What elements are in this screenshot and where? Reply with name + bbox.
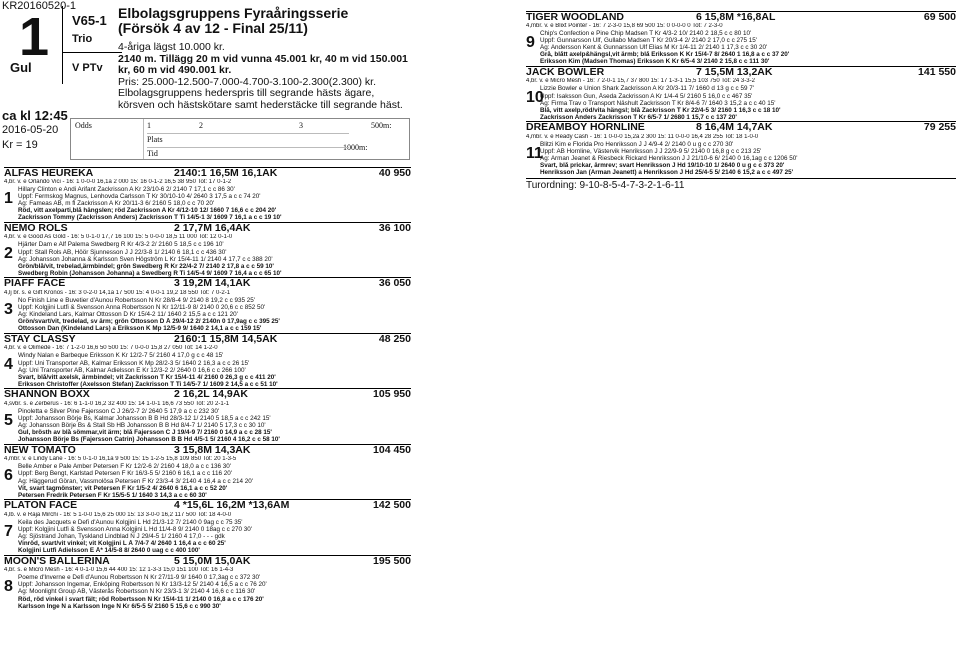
start-line: Karlsson Inge N a Karlsson Inge N Kr 6/5-5 5/ 2160 5 15,6 c c 990 30' (18, 602, 221, 610)
kr-value: Kr = 19 (2, 139, 38, 151)
horse-entry (4, 277, 411, 332)
horse-name: DREAMBOY HORNLINE (526, 121, 645, 134)
col-2: 2 (199, 121, 203, 130)
start-line: Keila des Jacquets e Defi d'Aunou Kolgjini L Hd 21/3-12 7/ 2140 0 9ag c c 75 35' (18, 518, 243, 526)
vptv-label: V PTv (72, 62, 103, 74)
start-line: Uppf: AB Hornline, Västervik Henriksson J J 22/9-9 5/ 2140 0 16,8 g c c 213 25' (540, 148, 762, 156)
start-line: Uppf: Kolgjini Lutfi & Svensson Anna Kolgjini L Hd 11/4-8 9/ 2140 0 18ag c c 270 30' (18, 525, 252, 533)
race-time-block (2, 108, 68, 153)
horse-record: 2 16,2L 14,9AK (174, 388, 248, 401)
horse-prize: 40 950 (378, 166, 411, 179)
horse-entry (4, 388, 411, 443)
start-line: Äg: Häggerud Göran, Vassmolösa Petersen F Kr 23/3-4 3/ 2140 4 16,4 a c c 214 20' (18, 477, 253, 485)
start-line: Kolgjini Lutfi Adielsson E Å* 14/5-8 8/ 2640 0 uag c c 400 100' (18, 547, 200, 555)
horse-stats: 4,mbr. v. e Blixt Pointer - 16: 7 2-3-0 15,8 69 500 15: 0 0-0-0 0 Tot: 7 2-3-0 (526, 23, 723, 29)
horse-starts (4, 297, 411, 332)
horse-record: 6 15,8M *16,8AL (696, 10, 776, 23)
horse-record: 2 17,7M 16,4AK (174, 221, 251, 234)
start-line: Vinröd, svart/vit vinkel; vit Kolgjini L Å 7/4-7 4/ 2640 1 16,4 a c c 60 25' (18, 540, 226, 548)
start-position: 9 (526, 34, 535, 51)
horse-header (4, 444, 411, 457)
start-line: Grön/svart/vit, tredelad, sv ärm; grön Ottosson D Å 29/4-12 2/ 2140n 0 17,9ag c c 395 25' (18, 318, 280, 326)
start-line: Eriksson Christoffer (Axelsson Stefan) Zackrisson T Ti 14/5-7 1/ 1609 2 14,5 a c c 51 10' (18, 380, 278, 388)
start-line: Svart, blå/vitt axelsk, ärmbindel; vit Zackrisson T Kr 15/4-11 4/ 2160 0 26,3 g c c 411 20' (18, 373, 276, 381)
race-date: 2016-05-20 (2, 124, 59, 136)
horse-header (4, 167, 411, 180)
horse-header (4, 277, 411, 290)
start-line: Eriksson Kim (Madsen Thomas) Eriksson K Kr 6/5-4 3/ 2140 2 15,8 c c 111 30' (540, 58, 770, 66)
horse-prize: 195 500 (373, 554, 411, 567)
race-info (118, 42, 408, 111)
start-line: Röd, röd vinkel i svart fält; röd Robertsson N Kr 15/4-11 1/ 2140 0 16,8 a c c 176 20' (18, 595, 264, 603)
horse-header (526, 66, 956, 79)
horse-stats: 4,br. s. e Micro Mesh - 16: 4 0-1-0 15,6 44 400 15: 12 1-3-3 15,0 151 100 Tot: 16 1-4-3 (4, 567, 234, 574)
horse-entry (4, 444, 411, 499)
start-line: Gul, brösth av blå sömmar,vit ärm; blå Fajersson C J 19/4-9 7/ 2160 0 14,9 a c c 28 15' (18, 429, 272, 437)
race-info-line: 4-åriga lägst 10.000 kr. (118, 41, 225, 53)
horse-stats: 4,lb. v. e Raja Mirchi - 16: 5 1-0-0 15,6 25 000 15: 13 3-0-0 16,2 117 500 Tot: 18 4-0-0 (4, 511, 232, 518)
start-line: Windy Nalan e Barbeque Eriksson K Kr 12/2-7 5/ 2160 4 17,0 g c c 48 15' (18, 352, 224, 360)
start-line: Petersen Fredrik Petersen F Kr 15/5-5 1/ 1640 3 14,3 a c c 60 30' (18, 491, 207, 499)
horse-starts (4, 241, 411, 276)
start-line: Svart, blå prickar, ärmrev; svart Henriksson J Hd 19/10-10 1/ 2640 0 u g c c 373 20' (540, 162, 785, 170)
start-line: Uppf: Isaksson Gun, Åseda Zackrisson A Kr 1/4-4 5/ 2160 5 16,0 c c 467 35' (540, 92, 753, 100)
start-line: Äg: Andersson Kent & Gunnarsson Ulf Elias M Kr 1/4-11 2/ 2140 1 17,3 c c 30 20' (540, 44, 768, 52)
horse-prize: 48 250 (378, 332, 411, 345)
col-1: 1 (147, 121, 151, 130)
col-3: 3 (299, 121, 303, 130)
horse-stats: 4,mbr. v. e Ready Cash - 16: 1 0-0-0 15,2a 2 300 15: 11 0-0-0 16,4 28 255 Tot: 18 1-0-0 (526, 133, 759, 140)
horse-stats: 4,lj br. s. e Gift Kronos - 16: 3 0-2-0 14,1a 17 500 15: 4 0-0-1 19,2 18 550 Tot: 7 0-2-1 (4, 289, 231, 296)
horse-prize: 36 050 (378, 277, 411, 290)
tid-label: Tid (147, 149, 158, 158)
horse-header (526, 121, 956, 134)
start-line: No Finish Line e Buvetier d'Aunou Robertsson N Kr 28/8-4 9/ 2140 8 19,2 c c 935 25' (18, 296, 255, 304)
race-info-line: 2140 m. Tillägg 20 m vid vunna 45.001 kr, 40 m vid 150.001 kr, 60 m vid 490.001 kr. (118, 52, 408, 76)
horse-entry (526, 11, 956, 66)
horse-header (4, 333, 411, 346)
start-line: Uppf: Johansson Ingemar, Enköping Robertsson N Kr 13/3-12 5/ 2140 4 16,5 a c c 76 20' (18, 581, 267, 589)
horse-name: SHANNON BOXX (4, 388, 90, 401)
start-line: Henriksson Jan (Arman Jeanett) a Henriksson J Hd 25/4-5 5/ 2140 6 15,2 a c c 497 25' (540, 169, 794, 177)
trio-label: Trio (72, 33, 93, 45)
start-line: Uppf: Gunnarsson Ulf, Gullabo Madsen T Kr 20/3-4 2/ 2140 2 17,0 c c 275 15' (540, 37, 757, 45)
horse-name: TIGER WOODLAND (526, 10, 624, 23)
horse-prize: 69 500 (923, 10, 956, 23)
horse-starts (4, 408, 411, 443)
horse-name: STAY CLASSY (4, 332, 76, 345)
horse-header (526, 11, 956, 24)
start-position: 10 (526, 89, 544, 107)
start-line: Äg: Moonlight Group AB, Västerås Robertsson N Kr 23/3-1 3/ 2140 4 16,6 c c 116 30' (18, 588, 256, 596)
start-position: 6 (4, 467, 13, 485)
horse-header (4, 555, 411, 568)
horse-name: PLATON FACE (4, 499, 78, 512)
horse-record: 3 19,2M 14,1AK (174, 277, 251, 290)
turordning: Turordning: 9-10-8-5-4-7-3-2-1-6-11 (526, 178, 956, 191)
horse-starts (526, 30, 956, 65)
start-position: 3 (4, 300, 13, 318)
start-line: Chip's Confection e Pine Chip Madsen T Kr 4/3-2 10/ 2140 2 18,5 c c 80 10' (540, 30, 752, 37)
horse-name: NEMO ROLS (4, 221, 68, 234)
horse-stats: 4,mbr. v. e Lindy Lane - 16: 5 0-1-0 16,1a 9 500 15: 15 1-2-5 15,8 109 850 Tot: 20 1-3-5 (4, 456, 237, 463)
document-id: KR20160520-1 (2, 0, 77, 12)
start-line: Äg: Sjöstrand Johan, Tyskland Lindblad N J 29/4-5 1/ 2160 4 17,0 - - - gdk (18, 533, 225, 540)
horse-entry (526, 66, 956, 121)
start-line: Ottosson Dan (Kindeland Lars) a Eriksson K Mp 12/5-9 9/ 1640 2 14,1 a c c 159 15' (18, 325, 262, 333)
start-position: 11 (526, 144, 543, 162)
start-line: Pinoletta e Silver Pine Fajersson C J 26/2-7 2/ 2640 5 17,9 a c c 232 30' (18, 407, 220, 415)
race-number: 1 (18, 7, 50, 67)
race-title: Elbolagsgruppens Fyraåringsserie (Försök 4 av 12 - Final 25/11) (118, 5, 349, 36)
start-line: Äg: Arman Jeanet & Riesbeck Rickard Henriksson J J 21/10-6 6/ 2140 0 16,1ag c c 1206 50' (540, 155, 798, 163)
horse-starts (4, 352, 411, 387)
start-line: Blitzi Kim e Florida Pro Henriksson J J 4/9-4 2/ 2140 0 u g c c 270 30' (540, 140, 734, 148)
horse-prize: 105 950 (373, 388, 411, 401)
m1000-label: 1000m: (343, 143, 368, 152)
horse-stats: 4,br. v. e Orlando Vici - 16: 1 0-0-0 16,1a 2 000 15: 16 0-1-2 16,5 38 950 Tot: 17 0-1-2 (4, 179, 232, 185)
start-line: Äg: Uni Transporter AB, Kalmar Adielsson E Kr 12/3-2 2/ 2640 0 16,6 c c 266 100' (18, 366, 246, 374)
result-entry-table (70, 118, 410, 160)
horse-entry (4, 222, 411, 277)
start-line: Swedberg Robin (Johansson Johanna) a Swedberg R Ti 14/5-4 9/ 1609 7 16,4 a c c 65 10' (18, 269, 282, 277)
race-info-line: Elbolagsgruppens hederspris till segrande hästs ägare, körsven och hästskötare samt hederstäcke till segrande häst. (118, 87, 403, 111)
start-position: 5 (4, 411, 13, 429)
start-line: Uppf: Johansson Börje Bs, Kalmar Johansson B B Hd 28/3-12 1/ 2140 5 18,5 a c c 242 15' (18, 414, 271, 422)
start-line: Grå, blått axelp&hängsl,vit ärmb; blå Eriksson K Kr 15/4-7 8/ 2640 1 16,8 a c c 37 20' (540, 51, 790, 59)
horse-starts (4, 519, 411, 554)
horse-entry (4, 555, 411, 610)
start-position: 8 (4, 578, 13, 596)
horse-prize: 141 550 (918, 65, 956, 78)
horse-starts (526, 141, 956, 176)
horse-record: 3 15,8M 14,3AK (174, 443, 251, 456)
horse-name: MOON'S BALLERINA (4, 554, 110, 567)
bet-type: V65-1 (72, 13, 107, 28)
horse-record: 4 *15,6L 16,2M *13,6AM (174, 499, 290, 512)
horse-header (4, 222, 411, 235)
horse-stats: 4,svbr. s. e Zerberus - 16: 6 1-1-0 16,2 32 400 15: 14 1-0-1 16,6 73 550 Tot: 20 2-1-1 (4, 400, 230, 407)
start-line: Hillary Clinton e Andi Arifant Zackrisson A Kr 23/10-6 2/ 2140 7 17,1 c c 86 30' (18, 186, 235, 193)
plats-label: Plats (147, 135, 163, 144)
horse-prize: 142 500 (373, 499, 411, 512)
start-position: 2 (4, 245, 13, 263)
start-line: Blå, vitt axelp,röd/vita hängsl; blå Zackrisson T Kr 22/4-5 3/ 2160 1 16,3 c c 18 10' (540, 106, 781, 114)
start-line: Belle Amber e Pale Amber Petersen F Kr 12/2-6 2/ 2160 4 18,0 a c c 136 30' (18, 463, 231, 471)
horse-prize: 104 450 (373, 443, 411, 456)
horse-record: 8 16,4M 14,7AK (696, 121, 773, 134)
start-line: Hjärter Dam e Alf Palema Swedberg R Kr 4/3-2 2/ 2160 5 18,5 c c 196 10' (18, 241, 224, 249)
horse-header (4, 388, 411, 401)
start-position: 4 (4, 356, 13, 374)
start-line: Grön/blå/vit, trebelad,ärmbindel; grön Swedberg R Kr 22/4-2 7/ 2140 2 17,8 a c c 59 10' (18, 262, 274, 270)
horse-entry (4, 333, 411, 388)
horse-name: PIAFF FACE (4, 277, 66, 290)
horse-starts (4, 574, 411, 609)
start-line: Vit, svart tagmönster; vit Petersen F Kr 1/5-2 4/ 2640 6 16,1 a c c 52 20' (18, 484, 228, 492)
horse-record: 2160:1 15,8M 14,5AK (174, 332, 278, 345)
start-line: Röd, vitt axelparti,blå hängslen; röd Zackrisson A Kr 4/12-10 12/ 1660 7 16,6 c c 204 20' (18, 207, 277, 215)
horse-stats: 4,br. v. e Good As Gold - 16: 5 0-1-0 17,7 16 100 15: 5 0-0-0 18,5 11 000 Tot: 12 0-1-0 (4, 234, 233, 241)
horse-name: JACK BOWLER (526, 65, 605, 78)
horse-name: ALFAS HEUREKA (4, 166, 94, 179)
start-line: Äg: Johansson Johanna & Karlsson Sven Högström L Kr 15/4-11 1/ 2140 4 17,7 c c 388 20' (18, 255, 273, 263)
horse-starts (4, 186, 411, 221)
start-line: Uppf: Berg Bengt, Karlstad Petersen F Kr 16/3-5 5/ 2160 6 16,1 a c c 116 20' (18, 470, 232, 478)
horse-record: 2140:1 16,5M 16,1AK (174, 166, 278, 179)
odds-label: Odds (75, 121, 92, 130)
start-line: Lizzie Bowler e Union Shark Zackrisson A Kr 20/3-11 7/ 1660 d 13 g c c 59 7' (540, 85, 754, 93)
start-line: Äg: Fameas AB, m fl Zackrisson A Kr 20/11-3 6/ 2160 5 18,0 c c 70 20' (18, 200, 215, 208)
m500-label: 500m: (371, 121, 392, 130)
start-line: Johansson Börje Bs (Fajersson Catrin) Johansson B B Hd 4/5-1 5/ 2160 4 16,2 c c 58 10' (18, 436, 280, 444)
horse-starts (526, 85, 956, 120)
start-line: Äg: Firma Trav o Transport Näshult Zackrisson T Kr 8/4-6 7/ 1640 3 15,2 a c c 40 15' (540, 99, 776, 107)
horse-stats: 4,br. v. e Micro Mesh - 16: 7 2-0-1 15,7 37 800 15: 17 1-3-1 15,5 103 750 Tot: 24 3-3-2 (526, 78, 755, 85)
horse-prize: 79 255 (923, 121, 956, 134)
start-line: Poeme d'Inverne e Defi d'Aunou Robertsson N Kr 27/11-9 9/ 1640 0 17,3ag c c 372 30' (18, 574, 261, 582)
start-line: Uppf: Uni Transporter AB, Kalmar Eriksson K Mp 28/2-3 5/ 1640 2 16,3 a c c 26 15' (18, 359, 250, 367)
start-line: Äg: Kindeland Lars, Kalmar Ottosson D Kr 15/4-2 11/ 1640 2 15,5 a c c 121 20' (18, 311, 238, 319)
start-line: Uppf: Fermskog Magnus, Lenhovda Carlsson T Kr 30/10-10 4/ 2640 3 17,5 a c c 74 20' (18, 193, 261, 201)
horse-entry (526, 121, 956, 176)
horse-record: 7 15,5M 13,2AK (696, 65, 773, 78)
horse-stats: 4,br. v. e Olimede - 16: 7 1-2-0 16,6 50 500 15: 7 0-0-0 15,8 27 050 Tot: 14 1-2-0 (4, 345, 218, 352)
horse-starts (4, 463, 411, 498)
left-column (4, 166, 411, 610)
right-column (526, 10, 956, 191)
race-info-line: Pris: 25.000-12.500-7.000-4.700-3.100-2.300(2.300) kr. (118, 75, 377, 88)
start-line: Zackrisson Tommy (Zackrisson Anders) Zackrisson T Ti 14/5-1 3/ 1609 7 16,1 a c c 19 10' (18, 214, 282, 222)
start-line: Zackrisson Anders Zackrisson T Kr 6/5-7 1/ 2680 1 15,7 c c 137 20' (540, 113, 737, 121)
start-line: Uppf: Stall Rols AB, Höör Sjunnesson J J 22/3-8 1/ 2140 6 18,1 c c 436 30' (18, 248, 227, 256)
start-line: Äg: Johansson Börje Bs & Stall Sb HB Johansson B B Hd 8/4-7 1/ 2140 5 17,3 c c 30 10' (18, 422, 266, 430)
horse-entry (4, 499, 411, 554)
start-position: 1 (4, 190, 13, 207)
horse-name: NEW TOMATO (4, 443, 76, 456)
color-label: Gul (10, 60, 32, 75)
start-line: Uppf: Kolgjini Lutfi & Svensson Anna Robertsson N Kr 12/11-9 8/ 2140 0 20,6 c c 852 50' (18, 304, 266, 312)
start-position: 7 (4, 522, 13, 540)
horse-record: 5 15,0M 15,0AK (174, 554, 251, 567)
start-time: ca kl 12:45 (2, 108, 68, 123)
horse-prize: 36 100 (378, 221, 411, 234)
horse-header (4, 499, 411, 512)
horse-entry (4, 167, 411, 222)
